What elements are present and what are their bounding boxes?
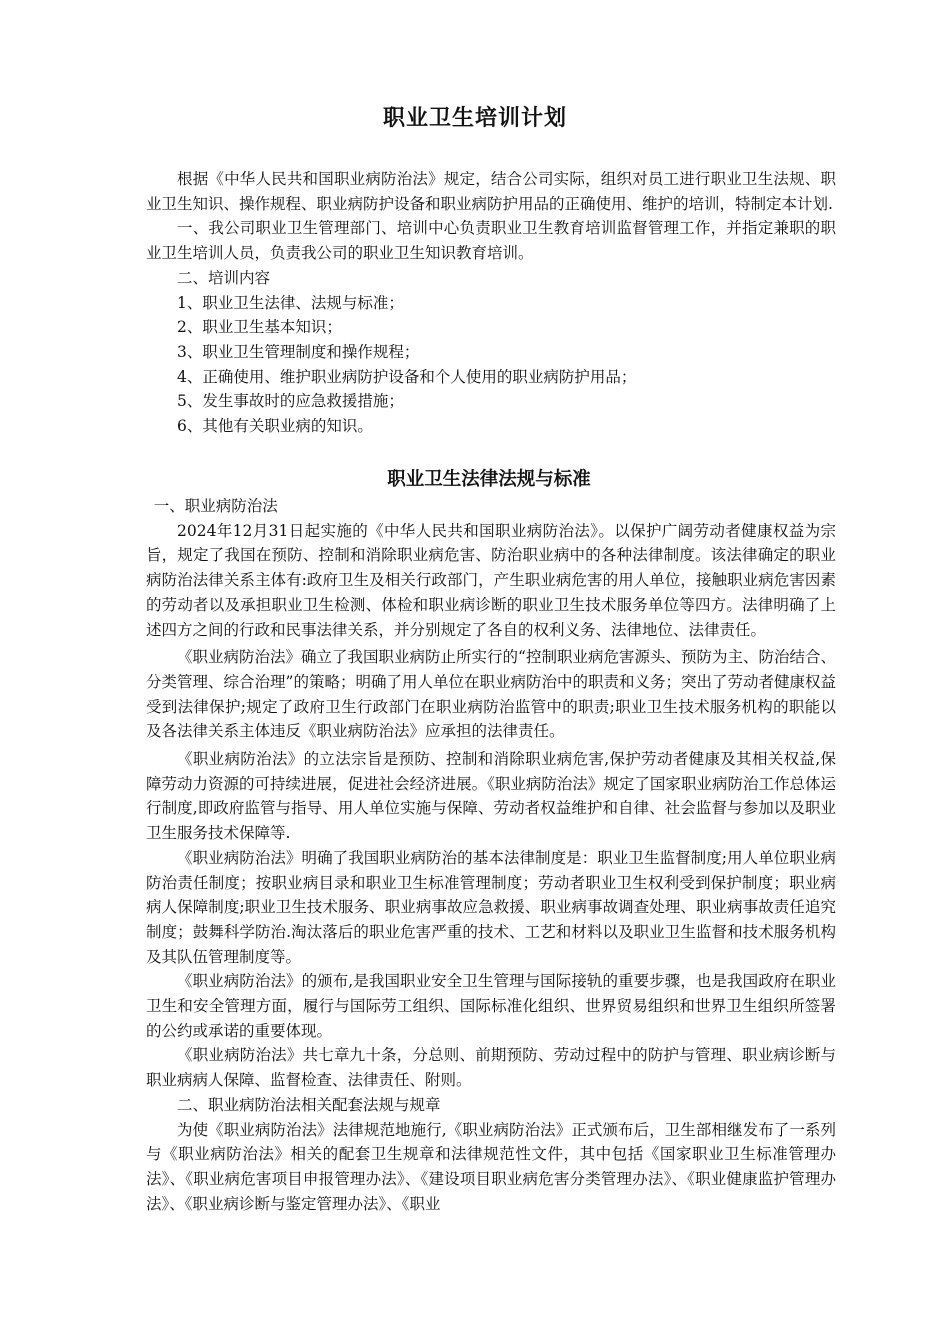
- training-item: 5、发生事故时的应急救援措施；: [177, 392, 404, 411]
- intro-paragraph: 根据《中华人民共和国职业病防治法》规定，结合公司实际，组织对员工进行职业卫生法规、职业卫生知识、操作规程、职业病防护设备和职业病防护用品的正确使用、维护的培训，特制定本计划.: [146, 170, 836, 213]
- training-plan-section: [146, 167, 836, 439]
- training-item: 6、其他有关职业病的知识。: [177, 417, 373, 436]
- law-paragraph: 《职业病防治法》的颁布,是我国职业安全卫生管理与国际接轨的重要步骤，也是我国政府在职业卫生和安全管理方面，履行与国际劳工组织、国际标准化组织、世界贸易组织和世界卫生组织所签署的公约或承诺的重要体现。: [146, 972, 836, 1040]
- law-paragraph: 《职业病防治法》共七章九十条，分总则、前期预防、劳动过程中的防护与管理、职业病诊断与职业病病人保障、监督检查、法律责任、附则。: [146, 1046, 836, 1090]
- law-paragraph: 《职业病防治法》明确了我国职业病防治的基本法律制度是：职业卫生监督制度;用人单位职业病防治责任制度；按职业病目录和职业卫生标准管理制度；劳动者职业卫生权利受到保护制度；职业病病人保障制度;职业卫生技术服务、职业病事故应急救援、职业病事故调查处理、职业病事故责任追究制度；鼓舞科学防治.淘汰落后的职业危害严重的技术、工艺和材料以及职业卫生监督和技术服务机构及其队伍管理制度等。: [146, 848, 836, 966]
- training-item: 4、正确使用、维护职业病防护设备和个人使用的职业病防护用品；: [177, 367, 637, 386]
- part-two-heading: 二、职业病防治法相关配套法规与规章: [177, 1095, 441, 1114]
- training-item: 3、职业卫生管理制度和操作规程；: [177, 342, 420, 361]
- training-item: 1、职业卫生法律、法规与标准；: [177, 293, 404, 312]
- law-paragraph: 《职业病防治法》的立法宗旨是预防、控制和消除职业病危害,保护劳动者健康及其相关权益,保障劳动力资源的可持续进展，促进社会经济进展。《职业病防治法》规定了国家职业病防治工作总体运行制度,即政府监管与指导、用人单位实施与保障、劳动者权益维护和自律、社会监督与参加以及职业卫生服务技术保障等.: [146, 750, 836, 843]
- part-one-heading: 一、职业病防治法: [153, 497, 278, 515]
- training-item: 2、职业卫生基本知识；: [177, 318, 342, 337]
- training-content-heading: 二、培训内容: [177, 268, 271, 287]
- law-paragraph: 为使《职业病防治法》法律规范地施行,《职业病防治法》正式颁布后，卫生部相继发布了一系列与《职业病防治法》相关的配套卫生规章和法律规范性文件，其中包括《国家职业卫生标准管理办法》、《职业病危害项目申报管理办法》、《建设项目职业病危害分类管理办法》、《职业健康监护管理办法》、《职业病诊断与鉴定管理办法》、《职业: [146, 1120, 836, 1213]
- law-paragraph: 2024年12月31日起实施的《中华人民共和国职业病防治法》。以保护广阔劳动者健康权益为宗旨，规定了我国在预防、控制和消除职业病危害、防治职业病中的各种法律制度。该法律确定的职业病防治法律关系主体有:政府卫生及相关行政部门，产生职业病危害的用人单位，接触职业病危害因素的劳动者以及承担职业卫生检测、体检和职业病诊断的职业卫生技术服务单位等四方。法律明确了上述四方之间的行政和民事法律关系，并分别规定了各自的权利义务、法律地位、法律责任。: [146, 521, 836, 639]
- document-title: 职业卫生培训计划: [382, 106, 567, 131]
- section-title: 职业卫生法律法规与标准: [387, 469, 591, 490]
- law-section: [146, 494, 836, 1216]
- point-one-paragraph: 一、我公司职业卫生管理部门、培训中心负责职业卫生教育培训监督管理工作，并指定兼职的职业卫生培训人员，负责我公司的职业卫生知识教育培训。: [146, 219, 836, 263]
- law-paragraph: 《职业病防治法》确立了我国职业病防止所实行的“控制职业病危害源头、预防为主、防治结合、分类管理、综合治理”的策略；明确了用人单位在职业病防治中的职责和义务；突出了劳动者健康权益受到法律保护;规定了政府卫生行政部门在职业病防治监管中的职责;职业卫生技术服务机构的职能以及各法律关系主体违反《职业病防治法》应承担的法律责任。: [146, 648, 836, 741]
